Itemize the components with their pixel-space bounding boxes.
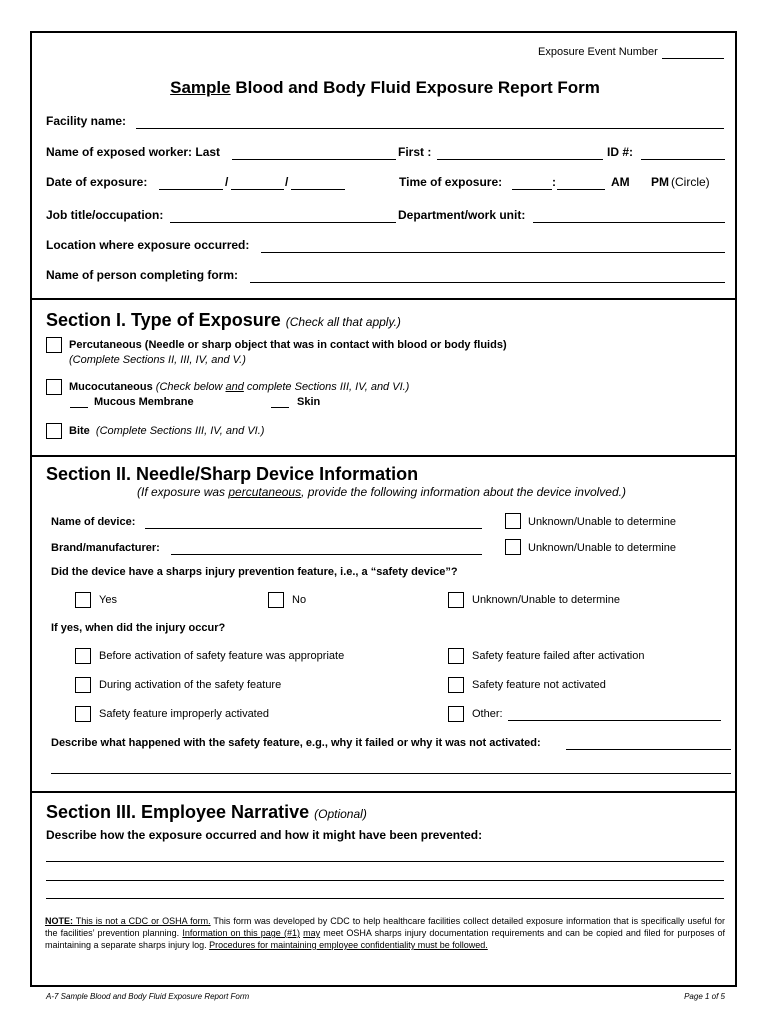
time-hour-field[interactable] — [512, 189, 552, 190]
during-activation-label: During activation of the safety feature — [99, 679, 282, 691]
note-part-5: may — [303, 928, 321, 938]
narrative-prompt: Describe how the exposure occurred and how it might have been prevented: — [46, 828, 483, 842]
facility-label: Facility name: — [46, 114, 127, 128]
describe-safety-field-2[interactable] — [51, 773, 731, 774]
when-question: If yes, when did the injury occur? — [51, 622, 226, 634]
not-activated-label: Safety feature not activated — [472, 679, 606, 691]
before-activation-checkbox[interactable] — [75, 648, 91, 664]
section-2-subtitle — [137, 485, 626, 499]
mucocutaneous-checkbox[interactable] — [46, 379, 62, 395]
job-label: Job title/occupation: — [46, 208, 164, 222]
first-field[interactable] — [437, 159, 603, 160]
note-part-6: meet OSHA sharps injury documentation requirements and can be copied and filed for purposes of maintaining a separate sharps injury log. — [45, 928, 725, 950]
worker-last-field[interactable] — [232, 159, 396, 160]
id-field[interactable] — [641, 159, 725, 160]
section-2-title: Section II. Needle/Sharp Device Information — [46, 464, 419, 484]
note-part-7: Procedures for maintaining employee confidentiality must be followed. — [209, 940, 488, 950]
date-slash-2: / — [285, 175, 289, 189]
no-label: No — [292, 594, 307, 606]
title-sample: Sample — [170, 78, 231, 97]
no-checkbox[interactable] — [268, 592, 284, 608]
mucous-membrane-label: Mucous Membrane — [94, 396, 194, 408]
section-3-optional: (Optional) — [314, 807, 367, 821]
skin-label: Skin — [297, 396, 321, 408]
person-label: Name of person completing form: — [46, 268, 239, 282]
section-1-title-text: Section I. Type of Exposure — [46, 310, 281, 330]
improperly-activated-label: Safety feature improperly activated — [99, 708, 269, 720]
bite-label: Bite — [69, 425, 90, 437]
divider — [30, 791, 737, 793]
note-part-3: Information on this page (#1) — [182, 928, 300, 938]
bite-checkbox[interactable] — [46, 423, 62, 439]
describe-safety-field[interactable] — [566, 749, 731, 750]
mucous-membrane-blank[interactable] — [70, 407, 88, 408]
brand-unknown-label: Unknown/Unable to determine — [528, 542, 676, 554]
time-label: Time of exposure: — [399, 175, 503, 189]
percutaneous-checkbox[interactable] — [46, 337, 62, 353]
skin-blank[interactable] — [271, 407, 289, 408]
muco-note-a: (Check below — [155, 381, 226, 393]
divider — [30, 455, 737, 457]
device-name-label: Name of device: — [51, 516, 136, 528]
device-name-field[interactable] — [145, 528, 482, 529]
not-activated-checkbox[interactable] — [448, 677, 464, 693]
time-colon: : — [552, 175, 556, 189]
bite-row — [69, 425, 264, 437]
id-label: ID #: — [607, 145, 634, 159]
note-part-1: This is not a CDC or OSHA form. — [73, 916, 211, 926]
circle-note: (Circle) — [671, 175, 710, 189]
brand-unknown-checkbox[interactable] — [505, 539, 521, 555]
title-rest: Blood and Body Fluid Exposure Report Form — [230, 78, 600, 97]
safety-unknown-label: Unknown/Unable to determine — [472, 594, 620, 606]
brand-field[interactable] — [171, 554, 482, 555]
divider — [30, 298, 737, 300]
muco-note-b: complete Sections III, IV, and VI.) — [243, 381, 410, 393]
event-number-label: Exposure Event Number — [538, 46, 658, 58]
am-option[interactable]: AM — [611, 175, 630, 189]
device-unknown-label: Unknown/Unable to determine — [528, 516, 676, 528]
failed-after-checkbox[interactable] — [448, 648, 464, 664]
percutaneous-note: (Complete Sections II, III, IV, and V.) — [69, 354, 246, 366]
footer-page-number: Page 1 of 5 — [684, 992, 725, 1001]
pm-option[interactable]: PM — [651, 175, 669, 189]
yes-checkbox[interactable] — [75, 592, 91, 608]
mucocutaneous-label: Mucocutaneous — [69, 381, 153, 393]
describe-safety-label: Describe what happened with the safety feature, e.g., why it failed or why it was not activated: — [51, 737, 541, 749]
footer-left: A-7 Sample Blood and Body Fluid Exposure Report Form — [46, 992, 250, 1001]
mucocutaneous-row — [69, 381, 409, 393]
person-field[interactable] — [250, 282, 725, 283]
location-label: Location where exposure occurred: — [46, 238, 250, 252]
brand-label: Brand/manufacturer: — [51, 542, 160, 554]
dept-field[interactable] — [533, 222, 725, 223]
date-label: Date of exposure: — [46, 175, 148, 189]
section-1-title — [46, 310, 401, 331]
narrative-line-2[interactable] — [46, 880, 724, 881]
date-month-field[interactable] — [159, 189, 223, 190]
date-slash-1: / — [225, 175, 229, 189]
during-activation-checkbox[interactable] — [75, 677, 91, 693]
section-3-title-text: Section III. Employee Narrative — [46, 802, 310, 822]
other-label: Other: — [472, 708, 503, 720]
location-field[interactable] — [261, 252, 725, 253]
safety-unknown-checkbox[interactable] — [448, 592, 464, 608]
narrative-line-3[interactable] — [46, 898, 724, 899]
note-part-2: This form was developed by CDC to help healthcare facilities collect detailed exposure information that is specifically useful for the facilities’ prevention planning. — [45, 916, 725, 938]
section-1-note: (Check all that apply.) — [285, 315, 401, 329]
bite-note: (Complete Sections III, IV, and VI.) — [95, 425, 265, 437]
dept-label: Department/work unit: — [398, 208, 526, 222]
first-label: First : — [398, 145, 432, 159]
safety-device-question: Did the device have a sharps injury prevention feature, i.e., a “safety device”? — [51, 566, 458, 578]
note-paragraph — [45, 915, 725, 951]
note-label: NOTE: — [45, 916, 73, 926]
section-3-title — [46, 802, 367, 823]
facility-field[interactable] — [136, 128, 724, 129]
before-activation-label: Before activation of safety feature was appropriate — [99, 650, 345, 662]
percutaneous-label: Percutaneous (Needle or sharp object that was in contact with blood or body fluids) — [69, 339, 507, 351]
s2-sub-perc: percutaneous — [228, 485, 302, 499]
yes-label: Yes — [99, 594, 117, 606]
s2-sub-a: (If exposure was — [137, 485, 229, 499]
other-field[interactable] — [508, 720, 721, 721]
worker-last-label: Name of exposed worker: Last — [46, 145, 221, 159]
other-checkbox[interactable] — [448, 706, 464, 722]
event-number-field[interactable] — [662, 58, 724, 59]
s2-sub-b: , provide the following information about the device involved.) — [301, 485, 626, 499]
narrative-line-1[interactable] — [46, 861, 724, 862]
muco-note-and: and — [225, 381, 244, 393]
failed-after-label: Safety feature failed after activation — [472, 650, 645, 662]
date-year-field[interactable] — [291, 189, 345, 190]
time-minute-field[interactable] — [557, 189, 605, 190]
improperly-activated-checkbox[interactable] — [75, 706, 91, 722]
device-unknown-checkbox[interactable] — [505, 513, 521, 529]
page-title — [0, 78, 770, 98]
job-field[interactable] — [170, 222, 396, 223]
date-day-field[interactable] — [231, 189, 284, 190]
